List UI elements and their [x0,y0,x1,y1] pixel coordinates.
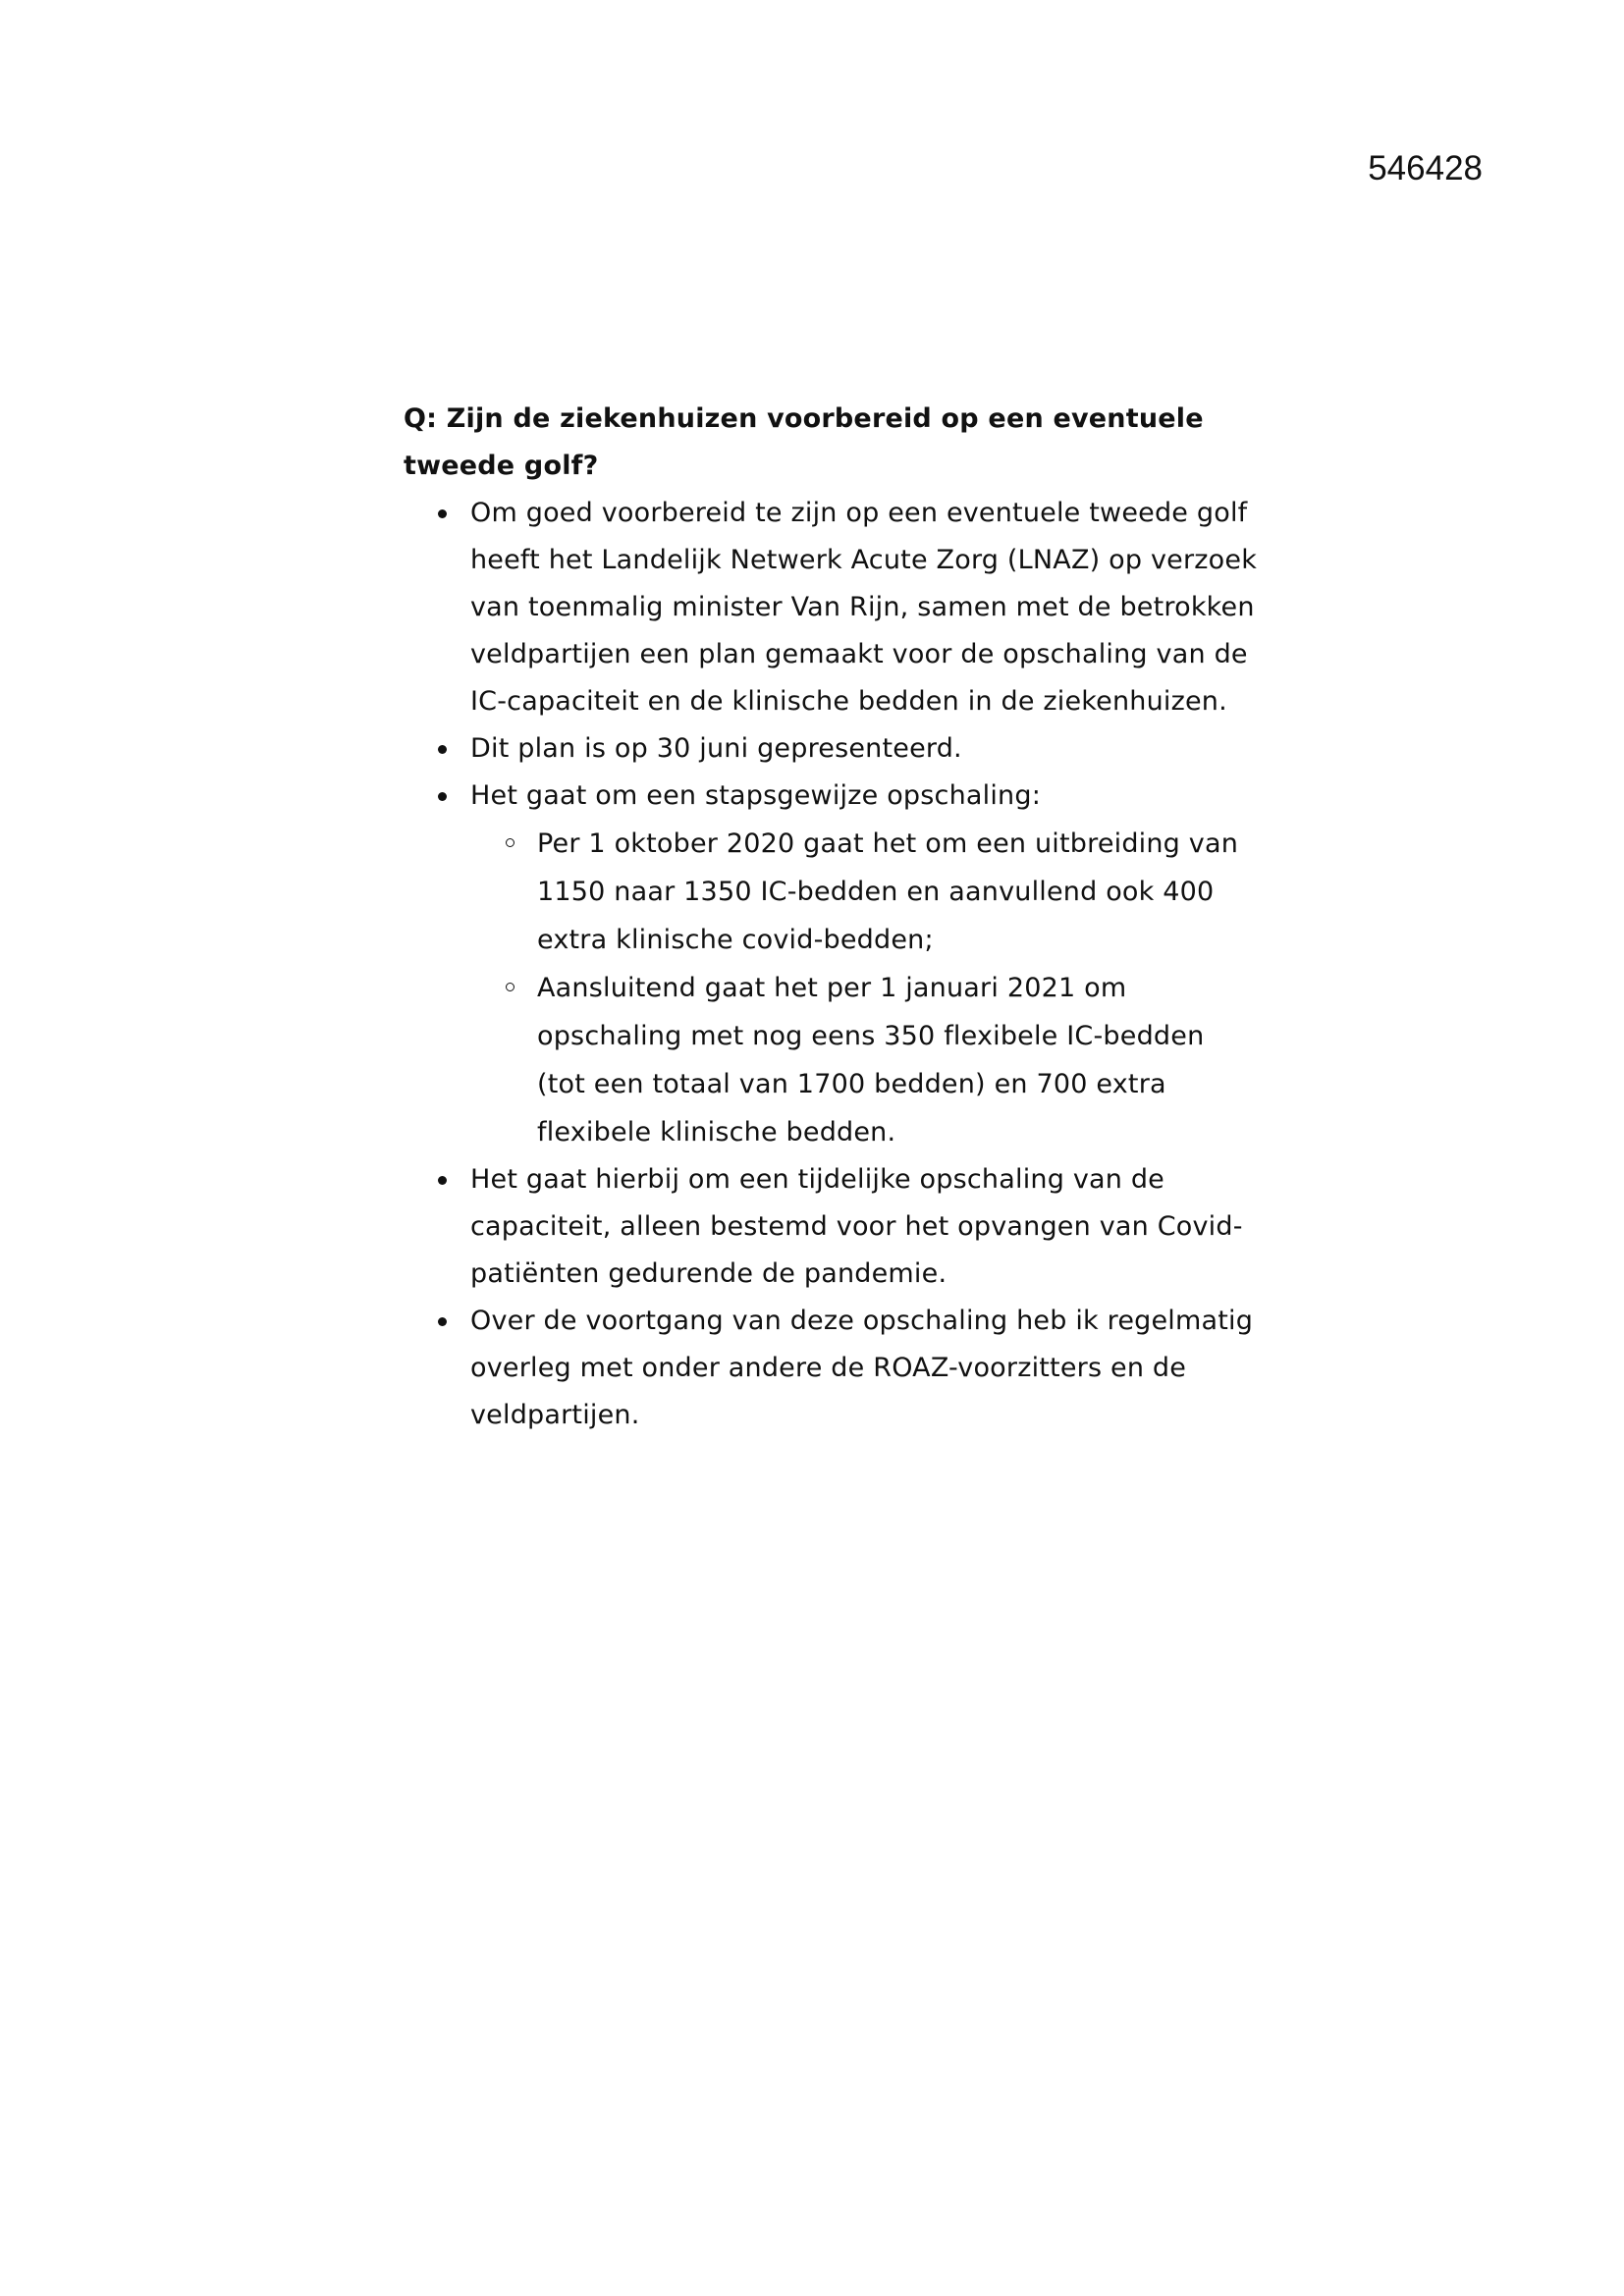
sub-bullet-text: Aansluitend gaat het per 1 januari 2021 om opschaling met nog eens 350 flexibele IC-bedden (tot een totaal van 1700 bedden) en 700 extra flexibele klinische bedden. [537,973,1205,1148]
document-id: 546428 [1368,149,1483,187]
bullet-item [404,490,1258,725]
bullet-item [404,1298,1258,1439]
bullet-text: Het gaat om een stapsgewijze opschaling: [470,780,1041,811]
hollow-circle-icon [506,838,514,847]
bullet-text: Het gaat hierbij om een tijdelijke opschaling van de capaciteit, alleen bestemd voor het opvangen van Covid-patiënten gedurende de pandemie. [470,1164,1243,1289]
bullet-icon [438,792,447,801]
document-body [404,396,1258,1439]
bullet-icon [438,509,447,518]
hollow-circle-icon [506,983,514,991]
answer-bullet-list [404,490,1258,1439]
sub-bullet-text: Per 1 oktober 2020 gaat het om een uitbreiding van 1150 naar 1350 IC-bedden en aanvullend ook 400 extra klinische covid-bedden; [537,828,1239,955]
question-heading: Q: Zijn de ziekenhuizen voorbereid op een eventuele tweede golf? [404,403,1204,481]
sub-bullet-list [470,820,1258,1156]
bullet-item [404,725,1258,773]
bullet-item [404,1156,1258,1298]
sub-bullet-item [470,820,1258,964]
bullet-icon [438,745,447,754]
bullet-text: Dit plan is op 30 juni gepresenteerd. [470,733,962,764]
bullet-icon [438,1176,447,1185]
bullet-text: Over de voortgang van deze opschaling heb ik regelmatig overleg met onder andere de ROAZ-voorzitters en de veldpartijen. [470,1306,1254,1430]
sub-bullet-item [470,964,1258,1156]
bullet-icon [438,1317,447,1326]
bullet-text: Om goed voorbereid te zijn op een eventuele tweede golf heeft het Landelijk Netwerk Acute Zorg (LNAZ) op verzoek van toenmalig minister Van Rijn, samen met de betrokken veldpartijen een plan gemaakt voor de opschaling van de IC-capaciteit en de klinische bedden in de ziekenhuizen. [470,498,1258,717]
bullet-item [404,773,1258,1156]
